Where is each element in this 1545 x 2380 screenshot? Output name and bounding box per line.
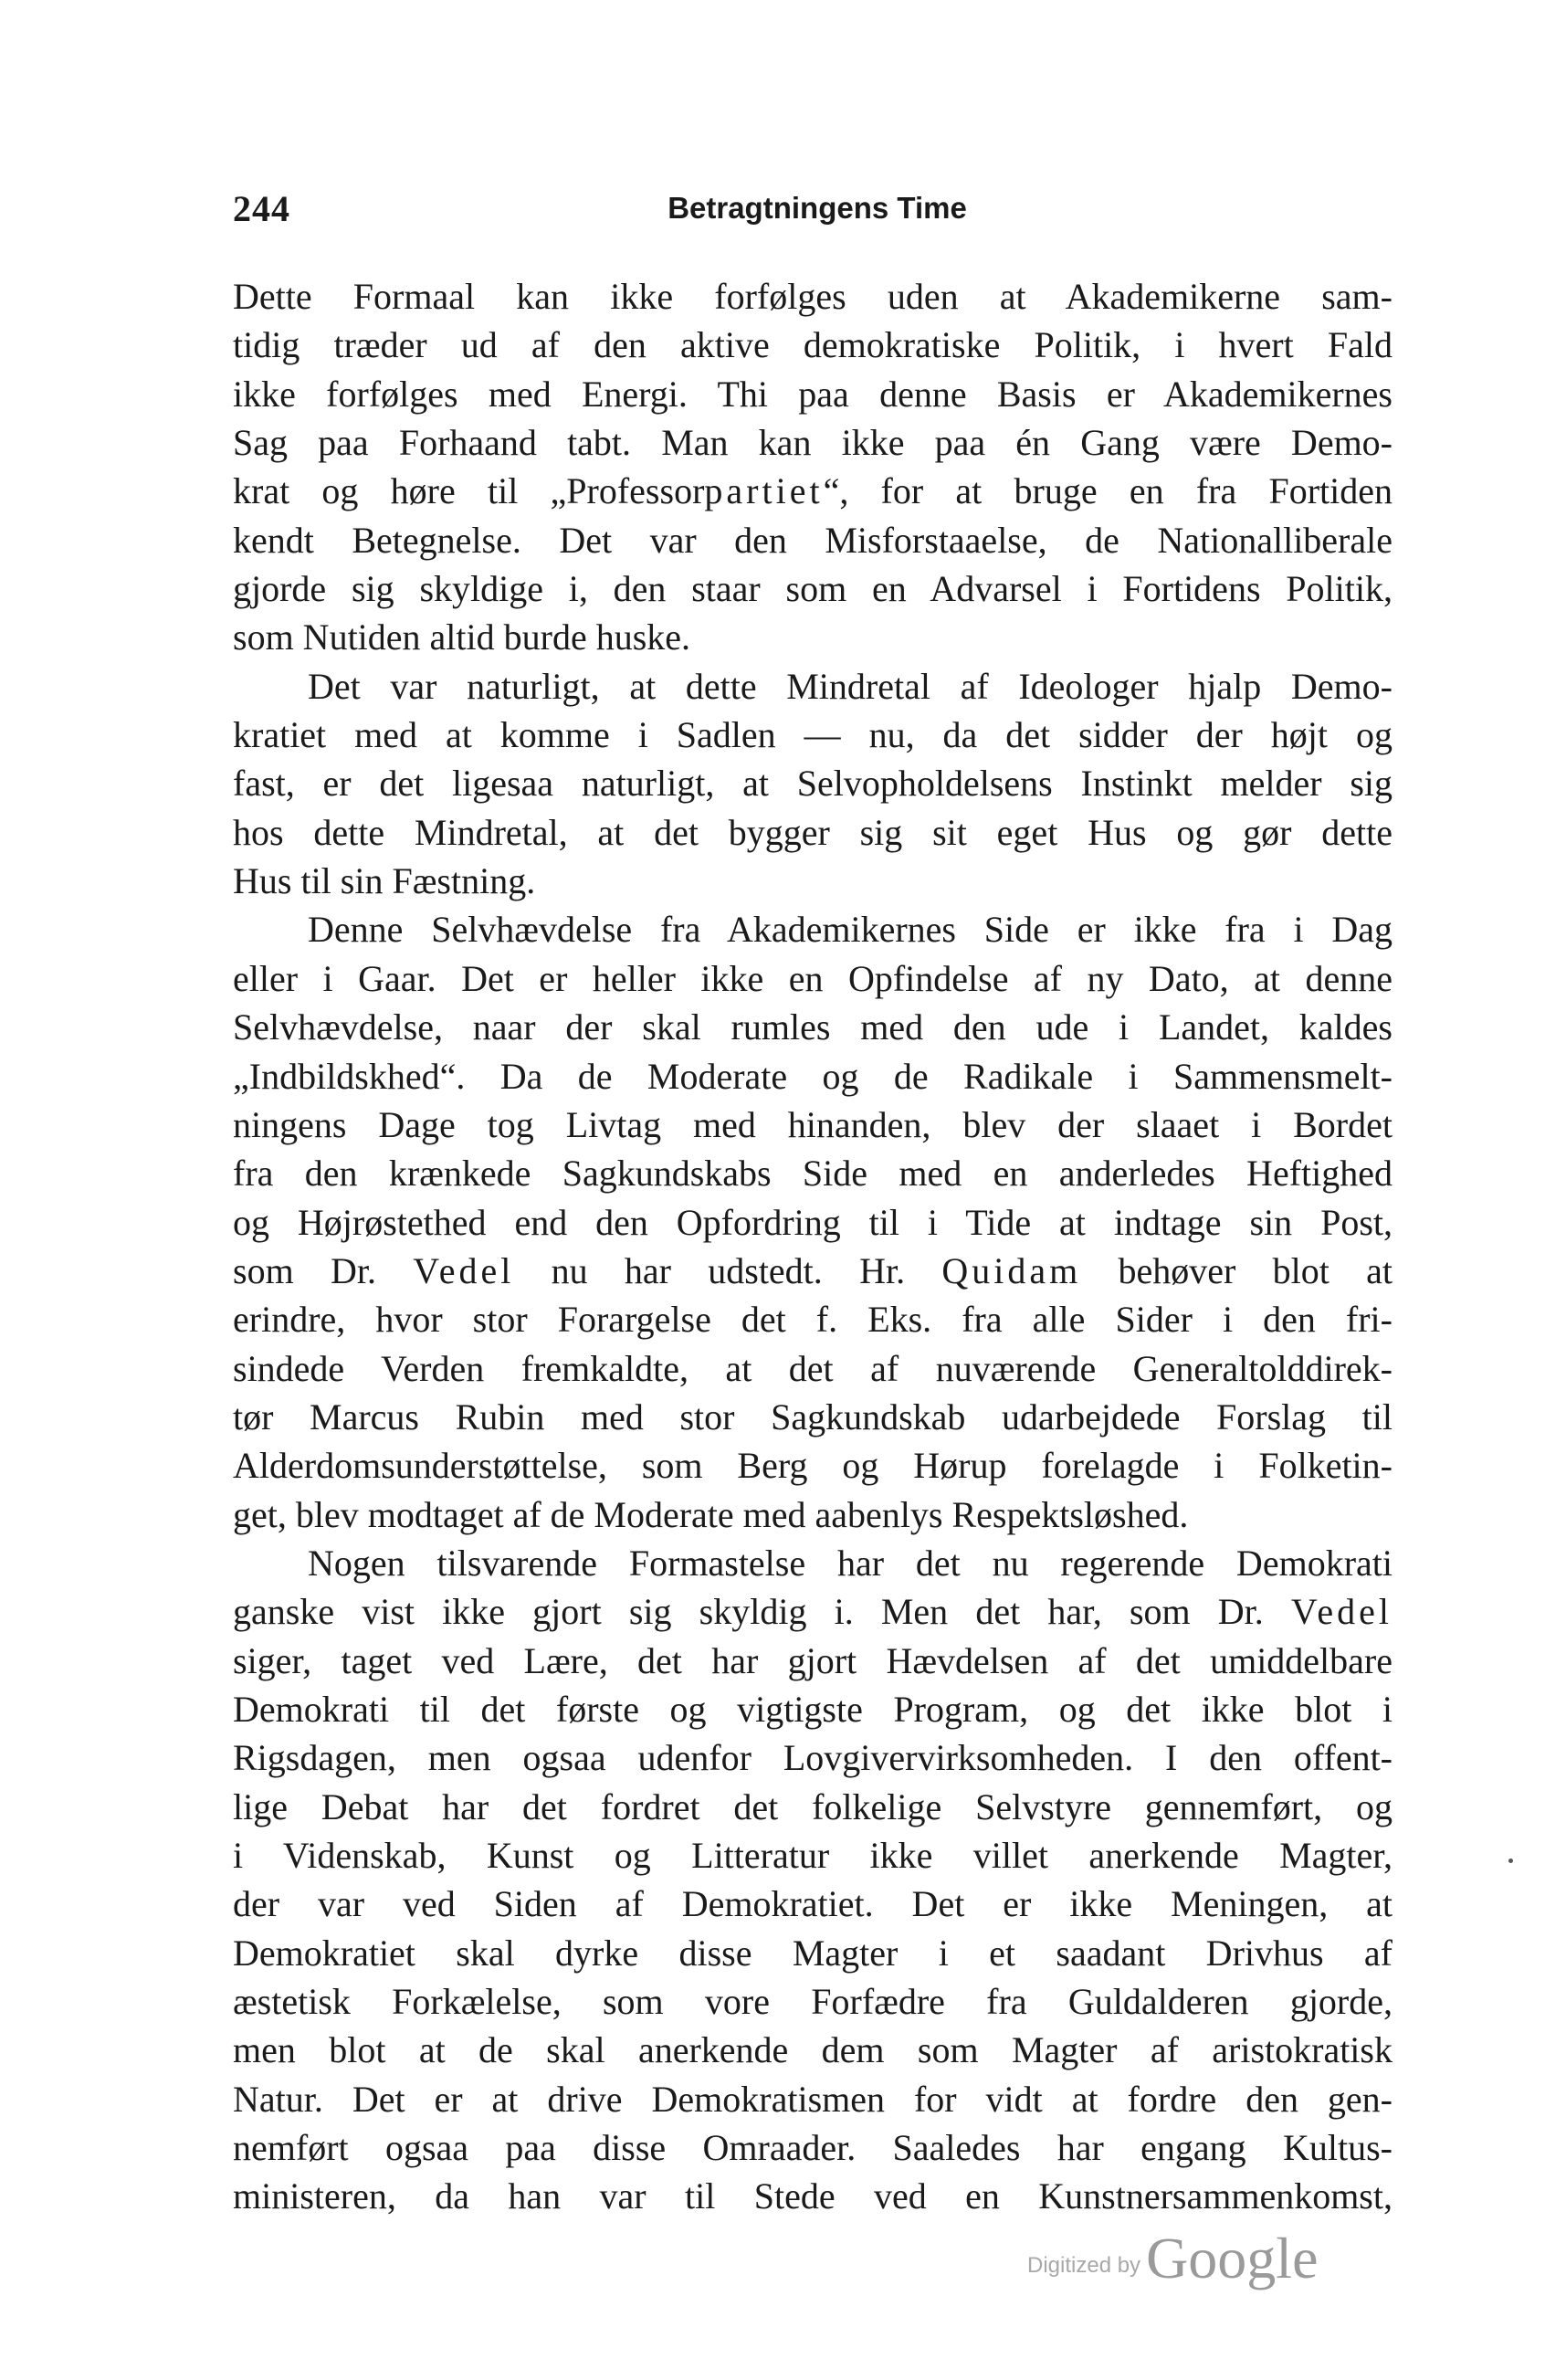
page-header	[233, 187, 1402, 242]
text-line: krat og høre til „Professorpartiet“, for at bruge en fra Fortiden	[233, 470, 1393, 512]
text-line: som Nutiden altid burde huske.	[233, 616, 691, 658]
text-line: ningens Dage tog Livtag med hinanden, blev der slaaet i Bordet	[233, 1103, 1393, 1145]
text-line: Rigsdagen, men ogsaa udenfor Lovgivervirksomheden. I den offent-	[233, 1737, 1393, 1779]
watermark-prefix: Digitized by	[1027, 2253, 1141, 2278]
text-line: tør Marcus Rubin med stor Sagkundskab udarbejdede Forslag til	[233, 1395, 1393, 1437]
text-line: lige Debat har det fordret det folkelige Selvstyre gennemført, og	[233, 1785, 1393, 1827]
text-line: Selvhævdelse, naar der skal rumles med den ude i Landet, kaldes	[233, 1006, 1393, 1048]
text-line: fra den krænkede Sagkundskabs Side med en anderledes Heftighed	[233, 1153, 1393, 1195]
text-line: Det var naturligt, at dette Mindretal af Ideologer hjalp Demo-	[308, 665, 1393, 707]
text-line: æstetisk Forkælelse, som vore Forfædre fra Guldalderen gjorde,	[233, 1981, 1393, 2023]
text-line: der var ved Siden af Demokratiet. Det er ikke Meningen, at	[233, 1883, 1393, 1925]
text-line: i Videnskab, Kunst og Litteratur ikke villet anerkende Magter,	[233, 1835, 1393, 1876]
text-line: som Dr. Vedel nu har udstedt. Hr. Quidam behøver blot at	[233, 1249, 1393, 1291]
text-line: Sag paa Forhaand tabt. Man kan ikke paa én Gang være Demo-	[233, 422, 1393, 464]
text-line: Dette Formaal kan ikke forfølges uden at Akademikerne sam-	[233, 276, 1393, 317]
body-text	[233, 272, 1393, 2221]
text-line: kendt Betegnelse. Det var den Misforstaaelse, de Nationalliberale	[233, 519, 1393, 561]
google-logo: Google	[1146, 2226, 1319, 2290]
running-title: Betragtningens Time	[667, 191, 967, 225]
text-line: kratiet med at komme i Sadlen — nu, da det sidder der højt og	[233, 714, 1393, 756]
spaced-emphasis: partiet	[704, 470, 824, 512]
text-line: Alderdomsunderstøttelse, som Berg og Hørup forelagde i Folketin-	[233, 1445, 1393, 1487]
text-line: Demokratiet skal dyrke disse Magter i et saadant Drivhus af	[233, 1932, 1393, 1974]
text-line: fast, er det ligesaa naturligt, at Selvopholdelsens Instinkt melder sig	[233, 763, 1393, 805]
text-line: tidig træder ud af den aktive demokratiske Politik, i hvert Fald	[233, 324, 1393, 366]
page-number: 244	[233, 188, 290, 229]
text-line: ikke forfølges med Energi. Thi paa denne Basis er Akademikernes	[233, 373, 1393, 415]
text-line: sindede Verden fremkaldte, at det af nuværende Generaltolddirek-	[233, 1347, 1393, 1389]
spaced-emphasis: Vedel	[1290, 1591, 1393, 1633]
text-line: hos dette Mindretal, at det bygger sig sit eget Hus og gør dette	[233, 811, 1393, 853]
text-line: Denne Selvhævdelse fra Akademikernes Side er ikke fra i Dag	[308, 909, 1393, 951]
spaced-emphasis: Vedel	[413, 1249, 515, 1291]
text-line: og Højrøstethed end den Opfordring til i Tide at indtage sin Post,	[233, 1201, 1393, 1243]
text-line: Demokrati til det første og vigtigste Program, og det ikke blot i	[233, 1688, 1393, 1730]
ink-speck	[1508, 1859, 1513, 1863]
text-line: nemført ogsaa paa disse Omraader. Saaledes har engang Kultus-	[233, 2127, 1393, 2169]
text-line: siger, taget ved Lære, det har gjort Hævdelsen af det umiddelbare	[233, 1639, 1393, 1681]
text-line: Nogen tilsvarende Formastelse har det nu regerende Demokrati	[308, 1542, 1393, 1584]
text-line: Hus til sin Fæstning.	[233, 860, 536, 902]
text-line: eller i Gaar. Det er heller ikke en Opfindelse af ny Dato, at denne	[233, 957, 1393, 999]
text-line: men blot at de skal anerkende dem som Magter af aristokratisk	[233, 2029, 1393, 2071]
text-line: gjorde sig skyldige i, den staar som en Advarsel i Fortidens Politik,	[233, 568, 1393, 610]
text-line: Natur. Det er at drive Demokratismen for vidt at fordre den gen-	[233, 2078, 1393, 2120]
text-line: ministeren, da han var til Stede ved en Kunstnersammenkomst,	[233, 2175, 1393, 2217]
digitization-watermark	[1027, 2215, 1318, 2288]
text-line: „Indbildskhed“. Da de Moderate og de Radikale i Sammensmelt-	[233, 1055, 1393, 1097]
text-line: ganske vist ikke gjort sig skyldig i. Men det har, som Dr. Vedel	[233, 1591, 1393, 1633]
text-line: get, blev modtaget af de Moderate med aabenlys Respektsløshed.	[233, 1493, 1189, 1535]
text-line: erindre, hvor stor Forargelse det f. Eks. fra alle Sider i den fri-	[233, 1299, 1393, 1341]
spaced-emphasis: Quidam	[941, 1249, 1082, 1291]
